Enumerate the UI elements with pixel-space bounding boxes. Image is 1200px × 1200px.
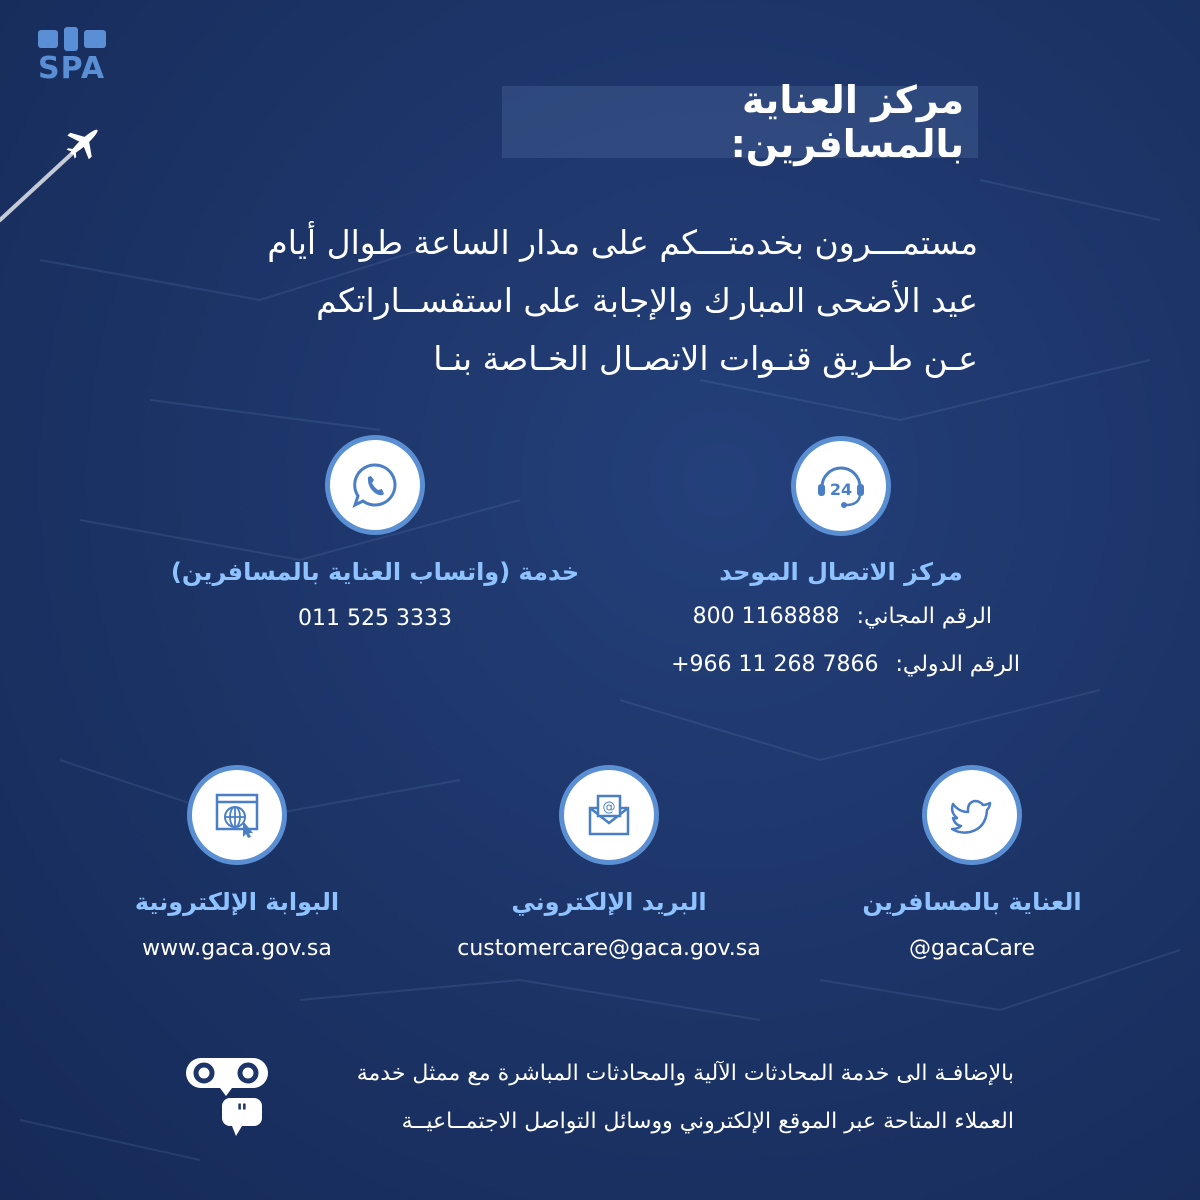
email-badge xyxy=(564,770,654,860)
web-portal-icon xyxy=(209,787,265,843)
svg-text:@: @ xyxy=(602,800,616,815)
whatsapp-badge xyxy=(330,440,420,530)
twitter-handle[interactable]: @gacaCare xyxy=(909,936,1035,961)
page-title: مركز العناية بالمسافرين: xyxy=(730,78,964,166)
footer-line: العملاء المتاحة عبر الموقع الإلكتروني ووسائل التواصل الاجتمــاعيــة xyxy=(401,1109,1014,1134)
portal-badge xyxy=(192,770,282,860)
whatsapp-icon xyxy=(347,457,403,513)
title-banner xyxy=(502,78,978,166)
logo-text: SPA xyxy=(38,51,106,86)
intro-line: مستمـــرون بخدمتـــكم على مدار الساعة طوال أيام xyxy=(267,223,978,262)
free-number-label: الرقم المجاني: xyxy=(856,604,992,629)
email-address[interactable]: customercare@gaca.gov.sa xyxy=(457,936,761,961)
intl-number-label: الرقم الدولي: xyxy=(895,652,1020,677)
logo-emblem xyxy=(38,26,122,52)
intl-number-row xyxy=(671,652,1020,677)
footer-note xyxy=(254,1050,1014,1146)
whatsapp-label: خدمة (واتساب العناية بالمسافرين) xyxy=(170,558,580,586)
intl-number[interactable]: +966 11 268 7866 xyxy=(671,652,879,677)
intro-line: عـن طـريق قنـوات الاتصـال الخـاصة بنـا xyxy=(433,339,978,378)
chatbot-icon xyxy=(182,1052,272,1142)
twitter-badge xyxy=(927,770,1017,860)
free-number[interactable]: 800 1168888 xyxy=(692,604,840,629)
svg-text:": " xyxy=(236,1101,248,1126)
intro-line: عيد الأضحى المبارك والإجابة على استفســاراتكم xyxy=(316,281,978,320)
twitter-label: العناية بالمسافرين xyxy=(862,888,1082,916)
call-center-badge xyxy=(796,441,886,531)
email-label: البريد الإلكتروني xyxy=(511,888,707,916)
intro-text xyxy=(218,214,978,388)
email-icon xyxy=(582,788,636,842)
call-center-label: مركز الاتصال الموحد xyxy=(719,558,963,586)
spa-logo xyxy=(38,26,122,84)
twitter-icon xyxy=(947,790,997,840)
airplane-icon xyxy=(0,120,120,230)
headset-24-icon xyxy=(812,457,870,515)
footer-line: بالإضافـة الى خدمة المحادثات الآلية والمحادثات المباشرة مع ممثل خدمة xyxy=(356,1061,1014,1086)
whatsapp-number[interactable]: 011 525 3333 xyxy=(298,606,452,631)
svg-text:24: 24 xyxy=(829,480,853,499)
portal-label: البوابة الإلكترونية xyxy=(134,888,340,916)
free-number-row xyxy=(693,604,992,629)
portal-url[interactable]: www.gaca.gov.sa xyxy=(142,936,332,961)
